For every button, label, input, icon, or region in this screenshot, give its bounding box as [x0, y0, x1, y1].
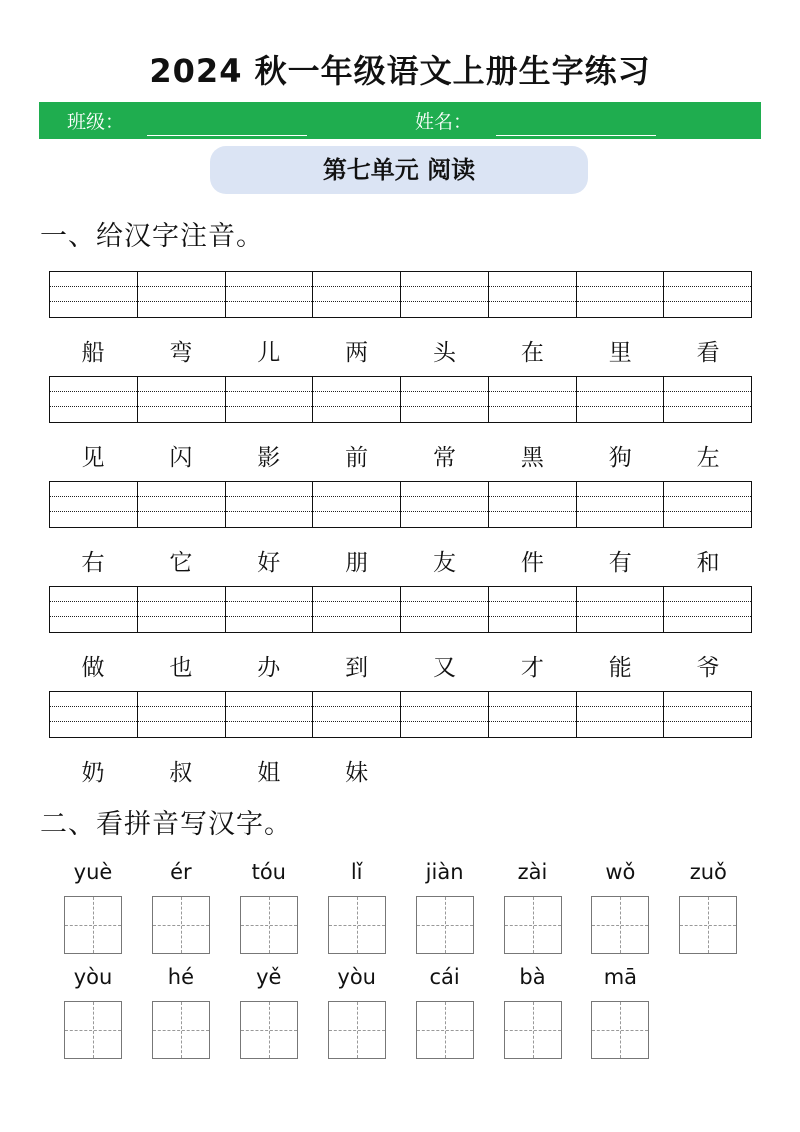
character-row [49, 649, 752, 685]
pinyin-label: lǐ [350, 860, 363, 884]
hanzi-character: 头 [432, 340, 456, 366]
pinyin-writing-cell[interactable] [226, 482, 314, 527]
tianzige-box[interactable] [240, 896, 298, 954]
hanzi-character: 闪 [169, 445, 193, 471]
tianzige-box[interactable] [152, 1001, 210, 1059]
pinyin-grid-row [49, 691, 752, 738]
section2-heading: 二、看拼音写汉字。 [40, 809, 292, 840]
pinyin-label: hé [167, 965, 194, 989]
pinyin-label: ér [170, 860, 192, 884]
hanzi-character: 友 [432, 550, 456, 576]
hanzi-character: 里 [608, 340, 632, 366]
pinyin-writing-cell[interactable] [489, 692, 577, 737]
pinyin-writing-cell[interactable] [664, 587, 752, 632]
character-row [49, 544, 752, 580]
pinyin-writing-cell[interactable] [489, 272, 577, 317]
name-field[interactable] [496, 135, 656, 136]
tianzige-box[interactable] [679, 896, 737, 954]
hanzi-character: 船 [81, 340, 105, 366]
tianzige-box[interactable] [328, 1001, 386, 1059]
pinyin-writing-cell[interactable] [50, 482, 138, 527]
pinyin-writing-cell[interactable] [577, 272, 665, 317]
pinyin-label: zuǒ [689, 860, 727, 884]
hanzi-character: 件 [520, 550, 544, 576]
tianzige-box[interactable] [416, 896, 474, 954]
hanzi-character: 又 [432, 655, 456, 681]
hanzi-character: 和 [696, 550, 720, 576]
pinyin-label: cái [429, 965, 460, 989]
pinyin-writing-cell[interactable] [138, 692, 226, 737]
hanzi-character: 狗 [608, 445, 632, 471]
hanzi-character: 影 [257, 445, 281, 471]
pinyin-writing-cell[interactable] [489, 377, 577, 422]
pinyin-writing-cell[interactable] [401, 482, 489, 527]
hanzi-character: 妹 [345, 760, 369, 786]
pinyin-grid-row [49, 376, 752, 423]
hanzi-character: 到 [345, 655, 369, 681]
character-row [49, 754, 752, 790]
hanzi-character: 儿 [257, 340, 281, 366]
pinyin-writing-cell[interactable] [226, 692, 314, 737]
hanzi-character: 爷 [696, 655, 720, 681]
tianzige-box[interactable] [64, 896, 122, 954]
hanzi-character: 叔 [169, 760, 193, 786]
pinyin-writing-cell[interactable] [664, 482, 752, 527]
hanzi-character: 能 [608, 655, 632, 681]
pinyin-writing-cell[interactable] [489, 482, 577, 527]
hanzi-character: 在 [520, 340, 544, 366]
tianzige-box[interactable] [504, 896, 562, 954]
pinyin-writing-cell[interactable] [401, 692, 489, 737]
tianzige-box[interactable] [64, 1001, 122, 1059]
hanzi-character: 它 [169, 550, 193, 576]
pinyin-writing-cell[interactable] [313, 482, 401, 527]
hanzi-character: 姐 [257, 760, 281, 786]
pinyin-label: mā [603, 965, 638, 989]
pinyin-label: tóu [251, 860, 286, 884]
pinyin-writing-cell[interactable] [50, 587, 138, 632]
pinyin-writing-cell[interactable] [577, 377, 665, 422]
pinyin-grid-row [49, 271, 752, 318]
tianzige-box[interactable] [504, 1001, 562, 1059]
pinyin-writing-cell[interactable] [50, 272, 138, 317]
pinyin-writing-cell[interactable] [664, 377, 752, 422]
hanzi-character: 奶 [81, 760, 105, 786]
worksheet-title: 2024 秋一年级语文上册生字练习 [149, 52, 651, 90]
hanzi-character: 见 [81, 445, 105, 471]
hanzi-character: 做 [81, 655, 105, 681]
name-bar [39, 102, 761, 139]
unit-title: 第七单元 阅读 [210, 146, 588, 194]
hanzi-character: 好 [257, 550, 281, 576]
pinyin-writing-cell[interactable] [577, 482, 665, 527]
pinyin-label: jiàn [425, 860, 464, 884]
tianzige-box[interactable] [416, 1001, 474, 1059]
pinyin-writing-cell[interactable] [138, 272, 226, 317]
pinyin-label: bà [519, 965, 546, 989]
pinyin-writing-cell[interactable] [401, 587, 489, 632]
hanzi-character: 办 [257, 655, 281, 681]
hanzi-character: 弯 [169, 340, 193, 366]
tianzige-box[interactable] [328, 896, 386, 954]
hanzi-character: 有 [608, 550, 632, 576]
hanzi-character: 前 [345, 445, 369, 471]
pinyin-writing-cell[interactable] [138, 482, 226, 527]
pinyin-grid-row [49, 586, 752, 633]
section1-heading: 一、给汉字注音。 [40, 221, 264, 252]
pinyin-writing-cell[interactable] [50, 377, 138, 422]
hanzi-character: 朋 [345, 550, 369, 576]
pinyin-writing-cell[interactable] [401, 272, 489, 317]
tianzige-box[interactable] [240, 1001, 298, 1059]
hanzi-character: 看 [696, 340, 720, 366]
pinyin-writing-cell[interactable] [577, 587, 665, 632]
pinyin-writing-cell[interactable] [577, 692, 665, 737]
pinyin-writing-cell[interactable] [226, 587, 314, 632]
pinyin-writing-cell[interactable] [664, 692, 752, 737]
pinyin-label: yòu [73, 965, 113, 989]
pinyin-writing-cell[interactable] [313, 272, 401, 317]
pinyin-label: wǒ [605, 860, 636, 884]
character-row [49, 334, 752, 370]
class-label: 班级： [67, 111, 125, 133]
hanzi-character: 黑 [520, 445, 544, 471]
tianzige-box[interactable] [591, 1001, 649, 1059]
pinyin-label: zài [517, 860, 548, 884]
hanzi-character: 左 [696, 445, 720, 471]
pinyin-label: yuè [73, 860, 113, 884]
pinyin-writing-cell[interactable] [138, 377, 226, 422]
hanzi-character: 两 [345, 340, 369, 366]
pinyin-writing-cell[interactable] [226, 272, 314, 317]
pinyin-label: yě [256, 965, 282, 989]
pinyin-label: yòu [337, 965, 376, 989]
name-label: 姓名： [415, 111, 473, 133]
hanzi-character: 才 [520, 655, 544, 681]
hanzi-character: 也 [169, 655, 193, 681]
pinyin-writing-cell[interactable] [138, 587, 226, 632]
class-field[interactable] [147, 135, 307, 136]
pinyin-writing-cell[interactable] [313, 377, 401, 422]
pinyin-writing-cell[interactable] [401, 377, 489, 422]
hanzi-character: 常 [432, 445, 456, 471]
character-row [49, 439, 752, 475]
pinyin-grid-row [49, 481, 752, 528]
tianzige-box[interactable] [591, 896, 649, 954]
pinyin-writing-cell[interactable] [50, 692, 138, 737]
pinyin-writing-cell[interactable] [664, 272, 752, 317]
hanzi-character: 右 [81, 550, 105, 576]
pinyin-writing-cell[interactable] [313, 692, 401, 737]
tianzige-box[interactable] [152, 896, 210, 954]
pinyin-writing-cell[interactable] [313, 587, 401, 632]
pinyin-writing-cell[interactable] [226, 377, 314, 422]
pinyin-writing-cell[interactable] [489, 587, 577, 632]
